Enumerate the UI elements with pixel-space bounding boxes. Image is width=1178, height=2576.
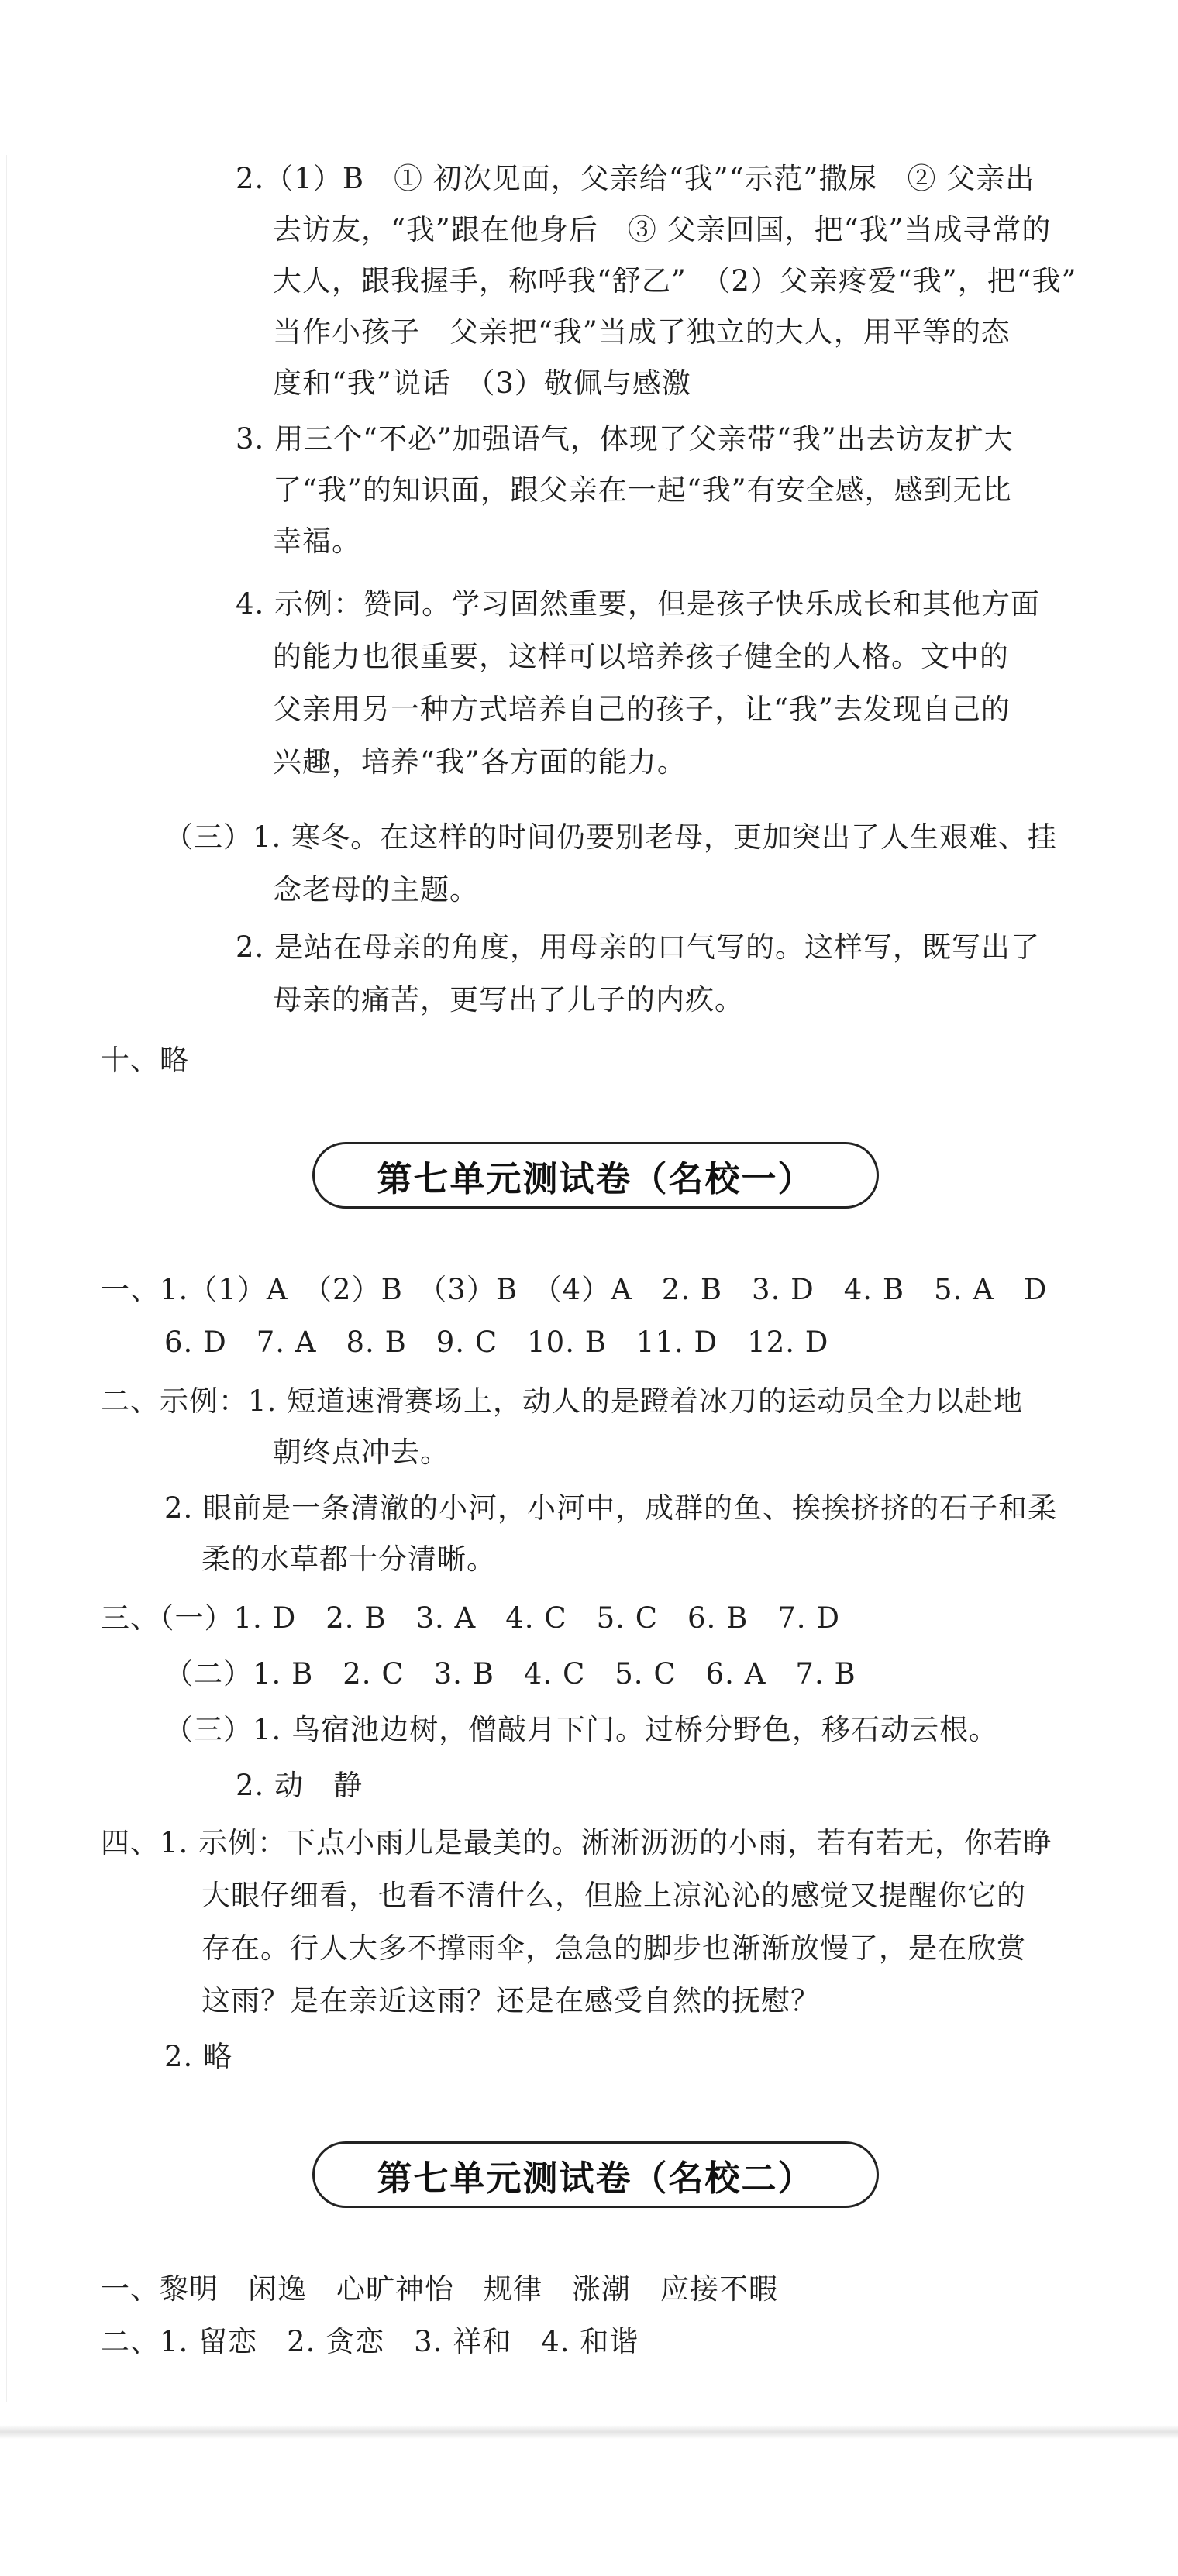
text-line: 了“我”的知识面，跟父亲在一起“我”有安全感，感到无比 bbox=[273, 473, 1012, 507]
text-line: 兴趣，培养“我”各方面的能力。 bbox=[273, 745, 687, 779]
text-line: 母亲的痛苦，更写出了儿子的内疚。 bbox=[273, 983, 744, 1016]
text-line: 度和“我”说话 （3）敬佩与感激 bbox=[273, 366, 691, 400]
text-line: 朝终点冲去。 bbox=[273, 1436, 450, 1469]
text-line: 2. 略 bbox=[164, 2040, 233, 2073]
text-line: 这雨？是在亲近这雨？还是在感受自然的抚慰？ bbox=[202, 1984, 820, 2017]
text-line: 存在。行人大多不撑雨伞，急急的脚步也渐渐放慢了，是在欣赏 bbox=[202, 1931, 1026, 1965]
text-line: 二、示例：1. 短道速滑赛场上，动人的是蹬着冰刀的运动员全力以赴地 bbox=[101, 1384, 1024, 1418]
text-line: 大人，跟我握手，称呼我“舒乙” （2）父亲疼爱“我”，把“我” bbox=[273, 264, 1077, 297]
text-line: （三）1. 寒冬。在这样的时间仍要别老母，更加突出了人生艰难、挂 bbox=[164, 820, 1058, 854]
text-line: 二、1. 留恋 2. 贪恋 3. 祥和 4. 和谐 bbox=[101, 2325, 639, 2358]
text-line: 2. 动 静 bbox=[236, 1769, 363, 1802]
section-title-box bbox=[312, 2141, 879, 2208]
section-title: 第七单元测试卷（名校一） bbox=[377, 1157, 815, 1199]
text-line: 一、1.（1）A （2）B （3）B （4）A 2. B 3. D 4. B 5. A D bbox=[101, 1273, 1048, 1306]
text-line: 6. D 7. A 8. B 9. C 10. B 11. D 12. D bbox=[164, 1326, 829, 1359]
text-line: 去访友，“我”跟在他身后 ③ 父亲回国，把“我”当成寻常的 bbox=[273, 213, 1052, 246]
text-line: 2.（1）B ① 初次见面，父亲给“我”“示范”撒尿 ② 父亲出 bbox=[236, 162, 1035, 195]
text-line: 十、略 bbox=[101, 1044, 189, 1077]
page-edge-rule bbox=[6, 155, 7, 2402]
text-line: 的能力也很重要，这样可以培养孩子健全的人格。文中的 bbox=[273, 640, 1009, 673]
section-title: 第七单元测试卷（名校二） bbox=[377, 2157, 815, 2199]
text-line: 父亲用另一种方式培养自己的孩子，让“我”去发现自己的 bbox=[273, 693, 1011, 726]
text-line: 幸福。 bbox=[273, 524, 361, 558]
scan-shadow bbox=[0, 2425, 1178, 2439]
text-line: 四、1. 示例：下点小雨儿是最美的。淅淅沥沥的小雨，若有若无，你若睁 bbox=[101, 1826, 1053, 1859]
text-line: 念老母的主题。 bbox=[273, 873, 479, 906]
text-line: 柔的水草都十分清晰。 bbox=[202, 1543, 496, 1576]
section-title-box bbox=[312, 1142, 879, 1209]
text-line: 2. 眼前是一条清澈的小河，小河中，成群的鱼、挨挨挤挤的石子和柔 bbox=[164, 1491, 1058, 1525]
text-line: 大眼仔细看，也看不清什么，但脸上凉沁沁的感觉又提醒你它的 bbox=[202, 1879, 1026, 1912]
text-line: 4. 示例：赞同。学习固然重要，但是孩子快乐成长和其他方面 bbox=[236, 587, 1041, 621]
text-line: 一、黎明 闲逸 心旷神怡 规律 涨潮 应接不暇 bbox=[101, 2272, 778, 2306]
text-line: 3. 用三个“不必”加强语气，体现了父亲带“我”出去访友扩大 bbox=[236, 422, 1014, 456]
text-line: 当作小孩子 父亲把“我”当成了独立的大人，用平等的态 bbox=[273, 315, 1011, 349]
text-line: 2. 是站在母亲的角度，用母亲的口气写的。这样写，既写出了 bbox=[236, 930, 1041, 964]
text-line: （二）1. B 2. C 3. B 4. C 5. C 6. A 7. B bbox=[164, 1657, 856, 1690]
text-line: 三、（一）1. D 2. B 3. A 4. C 5. C 6. B 7. D bbox=[101, 1601, 840, 1635]
text-line: （三）1. 鸟宿池边树，僧敲月下门。过桥分野色，移石动云根。 bbox=[164, 1713, 999, 1746]
